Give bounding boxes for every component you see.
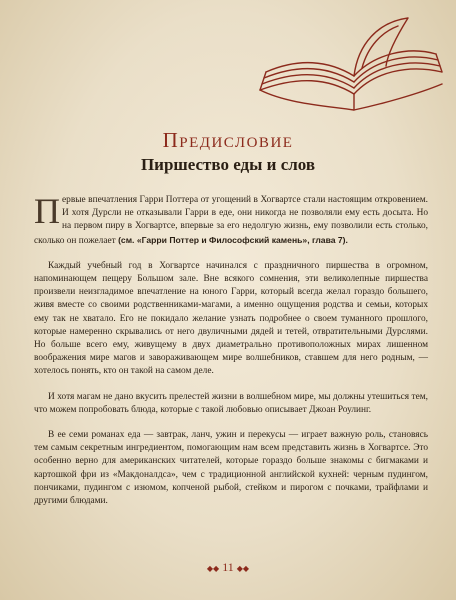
book-reference: (см. «Гарри Поттер и Философский камень», глава 7). xyxy=(118,234,348,245)
paragraph-1-text: ервые впечатления Гарри Поттера от угощений в Хогвартсе стали настоящим откровением. И хотя Дурсли не отказывали Гарри в еде, они никогда не позволяли ему есть досыта. Но на первом пиру в Хогвартсе, впервые за его недолгую жизнь, ему позволили есть столько, сколько он пожелает xyxy=(34,195,428,246)
paragraph-4: В ее семи романах еда — завтрак, ланч, ужин и перекусы — играет важную роль, становясь тем самым секретным ингредиентом, помогающим нам всем представить жизнь в Хогвартсе. Это особенно верно для американских читателей, которые гораздо больше знакомы с бигмаками и картошкой фри из «Макдоналдса», чем с традиционной английской кухней: черным пудингом, пончиками, пудингом с изюмом, копченой рыбой, стейком и пирогом с почками, трайфлами и другими блюдами. xyxy=(34,430,428,507)
body-text xyxy=(34,191,428,520)
chapter-heading xyxy=(0,128,456,175)
chapter-subtitle: Пиршество еды и слов xyxy=(140,155,316,174)
paragraph-3: И хотя магам не дано вкусить прелестей жизни в волшебном мире, мы должны утешиться тем, что можем попробовать блюда, которые с такой любовью описывает Джоан Роулинг. xyxy=(34,391,428,415)
diamond-ornament-icon: ◆◆ xyxy=(236,563,250,573)
drop-cap: П xyxy=(34,191,60,231)
open-book-icon xyxy=(258,14,446,118)
chapter-title: Предисловие xyxy=(162,128,294,152)
paragraph-1 xyxy=(34,191,428,248)
paragraph-2: Каждый учебный год в Хогвартсе начинался с праздничного пиршества в огромном, напоминающем пещеру Большом зале. Вне всякого сомнения, эти великолепные пиршества произвели неизгладимое впечатление на юного Гарри, который всегда желал гораздо большего, живя вместе со своими родственниками-магами, а именно ощущения родства и семьи, которых ему так не хватало. Его не покидало желание узнать подробнее о своем туманного прошлого, которые намеренно скрывались от него двуличными дядей и тетей, отвратительными Дурслями. Но больше всего ему, живущему в двух диаметрально противоположных мирах лишенном воображения мире магов и завораживающем мире волшебников, ставшем для него родным, — хотелось понять, кто он такой на самом деле. xyxy=(34,260,428,377)
page-footer xyxy=(0,560,456,575)
diamond-ornament-icon: ◆◆ xyxy=(206,563,220,573)
page-number: 11 xyxy=(222,560,234,574)
